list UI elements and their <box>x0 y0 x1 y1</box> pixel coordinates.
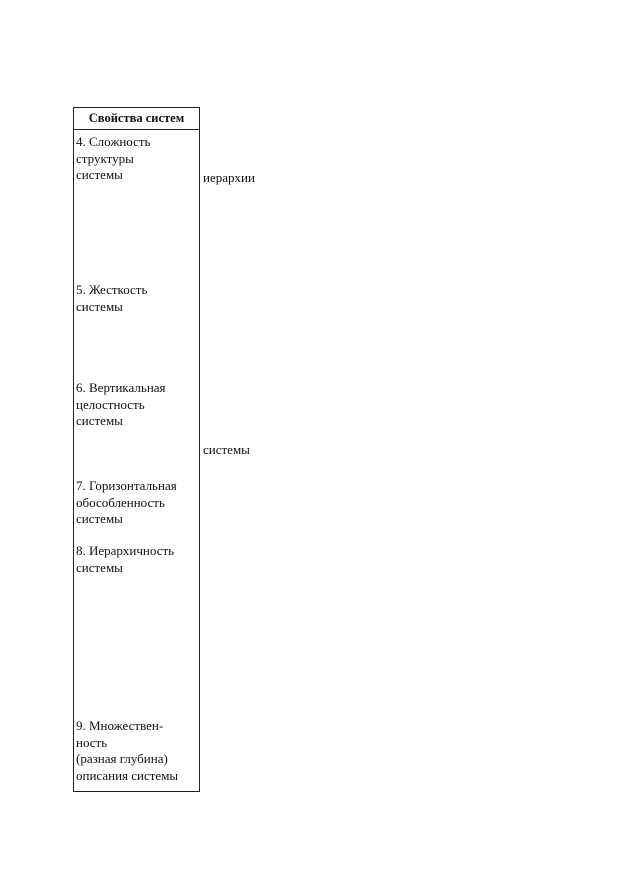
row-text-line: 7. Горизонтальная <box>76 478 177 493</box>
row-text-line: системы <box>76 298 123 314</box>
table-row <box>76 478 198 528</box>
table-row <box>76 718 198 784</box>
row-text-line: обособленность <box>76 494 165 510</box>
side-text: иерархии <box>203 170 255 185</box>
row-text-line: (разная глубина) <box>76 751 168 766</box>
side-text: системы <box>203 442 250 457</box>
row-text-line: системы <box>76 167 123 182</box>
row-text-line: целостность <box>76 396 145 412</box>
table-row <box>76 134 198 184</box>
row-text-line: системы <box>76 511 123 526</box>
properties-table <box>73 107 200 792</box>
table-row <box>76 380 198 430</box>
row-text-line: 6. Вертикальная <box>76 380 166 395</box>
row-text-line: 9. Множествен- <box>76 718 164 733</box>
table-header: Свойства систем <box>74 108 199 130</box>
row-text-line: системы <box>76 559 123 575</box>
row-text-line: системы <box>76 413 123 428</box>
table-row <box>76 282 198 315</box>
row-text-line: структуры <box>76 150 134 166</box>
row-text-line: 4. Сложность <box>76 134 151 149</box>
row-text-line: 5. Жесткость <box>76 282 148 297</box>
row-text-line: ность <box>76 734 108 750</box>
row-text-line: описания системы <box>76 767 179 783</box>
table-row <box>76 543 198 576</box>
row-text-line: 8. Иерархичность <box>76 543 175 558</box>
